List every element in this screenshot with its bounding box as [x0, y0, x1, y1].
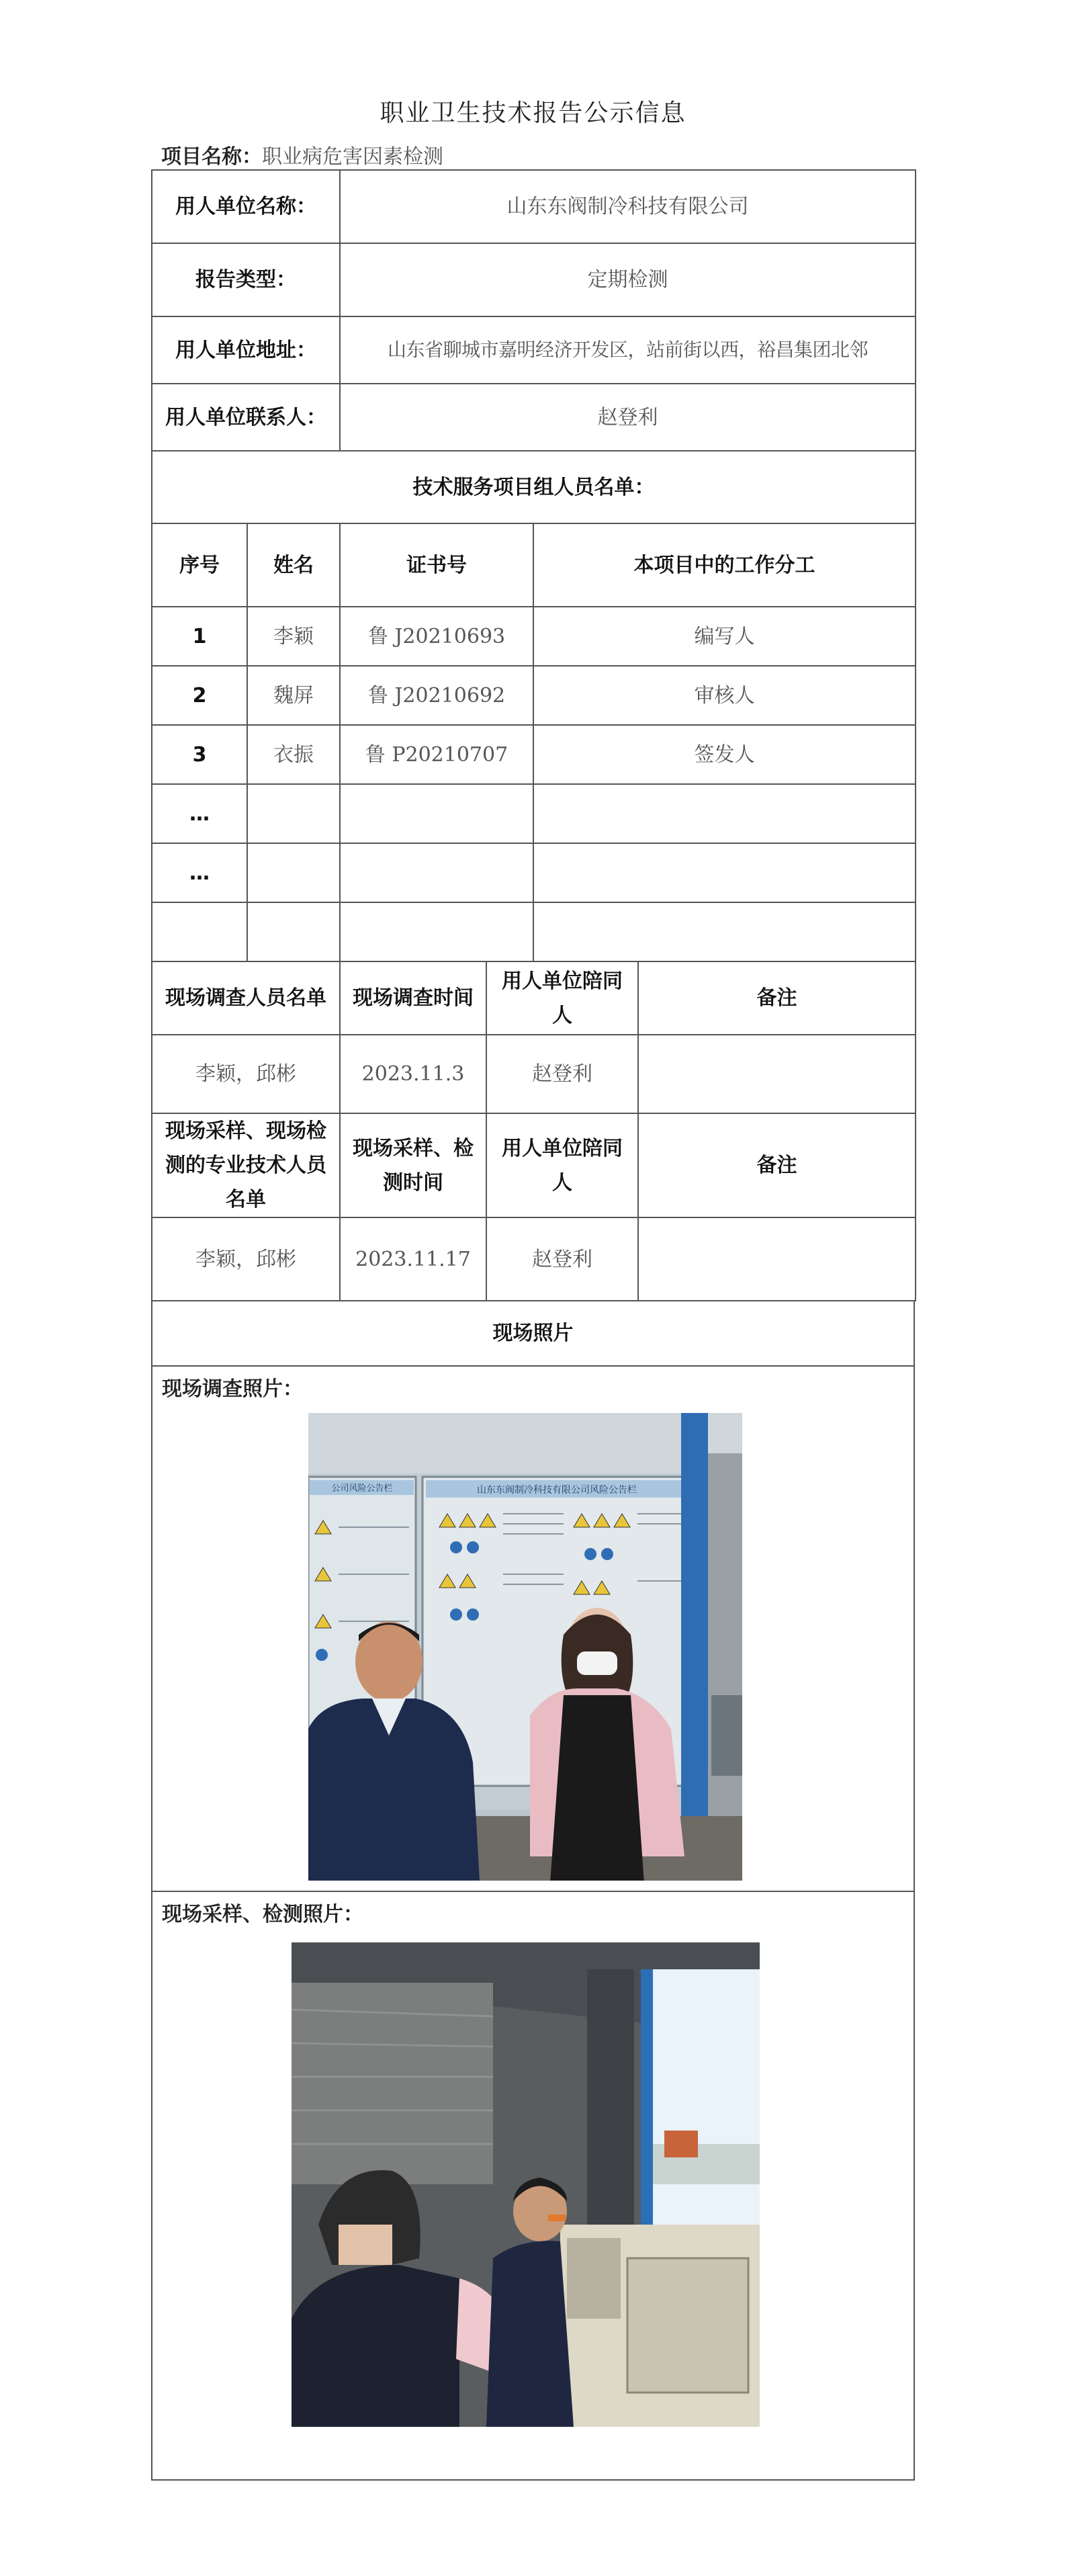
sampling-photo: [292, 1942, 760, 2427]
project-name-line: [161, 140, 443, 169]
employer-name-value: 山东东阀制冷科技有限公司: [340, 170, 916, 243]
team-heading: 技术服务项目组人员名单：: [152, 451, 916, 523]
board-left-title-text: 公司风险公告栏: [331, 1484, 393, 1494]
team-row-no: 1: [152, 607, 247, 666]
team-row-no: [152, 902, 247, 961]
project-name-value: 职业病危害因素检测: [262, 145, 443, 169]
survey-photo-cell: [152, 1366, 914, 1891]
sampling-staff-value: 李颖，邱彬: [152, 1217, 340, 1301]
team-row-cert: [340, 902, 533, 961]
team-row-cert: [340, 784, 533, 843]
survey-escort-value: 赵登利: [486, 1035, 638, 1113]
team-row-no: …: [152, 784, 247, 843]
team-row-cert: [340, 843, 533, 902]
sampling-header-escort: 用人单位陪同人: [486, 1113, 638, 1217]
report-info-table: [151, 169, 916, 1301]
team-row-no: 3: [152, 725, 247, 784]
team-row-no: 2: [152, 666, 247, 725]
employer-contact-label: 用人单位联系人：: [152, 384, 340, 451]
employer-name-label: 用人单位名称：: [152, 170, 340, 243]
sampling-time-value: 2023.11.17: [340, 1217, 486, 1301]
team-row-name: 衣振: [247, 725, 340, 784]
team-row-role: 编写人: [533, 607, 916, 666]
survey-header-remark: 备注: [638, 961, 916, 1035]
survey-time-value: 2023.11.3: [340, 1035, 486, 1113]
team-row-name: 魏屏: [247, 666, 340, 725]
team-row-role: [533, 784, 916, 843]
document-title: 职业卫生技术报告公示信息: [380, 99, 686, 127]
survey-photo: [308, 1413, 742, 1881]
employer-contact-value: 赵登利: [340, 384, 916, 451]
team-row-role: [533, 843, 916, 902]
sampling-photo-cell: [152, 1891, 914, 2480]
sampling-header-time: 现场采样、检测时间: [340, 1113, 486, 1217]
employer-address-value: 山东省聊城市嘉明经济开发区，站前街以西，裕昌集团北邻: [340, 316, 916, 384]
sampling-header-staff: 现场采样、现场检测的专业技术人员名单: [152, 1113, 340, 1217]
team-col-name: 姓名: [247, 523, 340, 607]
sampling-photo-label: 现场采样、检测照片：: [162, 1903, 363, 1926]
sampling-escort-value: 赵登利: [486, 1217, 638, 1301]
team-row-role: 签发人: [533, 725, 916, 784]
report-type-value: 定期检测: [340, 243, 916, 316]
board-title-text: 山东东阀制冷科技有限公司风险公告栏: [477, 1485, 637, 1496]
survey-photo-label: 现场调查照片：: [162, 1377, 303, 1401]
team-row-cert: 鲁 J20210693: [340, 607, 533, 666]
employer-address-label: 用人单位地址：: [152, 316, 340, 384]
survey-staff-value: 李颖，邱彬: [152, 1035, 340, 1113]
team-row-role: [533, 902, 916, 961]
site-photos-table: [151, 1300, 915, 2481]
sampling-remark-value: [638, 1217, 916, 1301]
team-row-name: 李颖: [247, 607, 340, 666]
sampling-header-remark: 备注: [638, 1113, 916, 1217]
team-row-no: …: [152, 843, 247, 902]
team-row-role: 审核人: [533, 666, 916, 725]
team-col-no: 序号: [152, 523, 247, 607]
team-col-role: 本项目中的工作分工: [533, 523, 916, 607]
team-col-cert: 证书号: [340, 523, 533, 607]
survey-header-escort: 用人单位陪同人: [486, 961, 638, 1035]
team-row-name: [247, 843, 340, 902]
team-row-cert: 鲁 P20210707: [340, 725, 533, 784]
project-name-label: 项目名称：: [161, 145, 262, 169]
report-type-label: 报告类型：: [152, 243, 340, 316]
photos-heading: 现场照片: [152, 1301, 914, 1366]
team-row-cert: 鲁 J20210692: [340, 666, 533, 725]
team-row-name: [247, 902, 340, 961]
survey-remark-value: [638, 1035, 916, 1113]
survey-header-staff: 现场调查人员名单: [152, 961, 340, 1035]
team-row-name: [247, 784, 340, 843]
survey-header-time: 现场调查时间: [340, 961, 486, 1035]
